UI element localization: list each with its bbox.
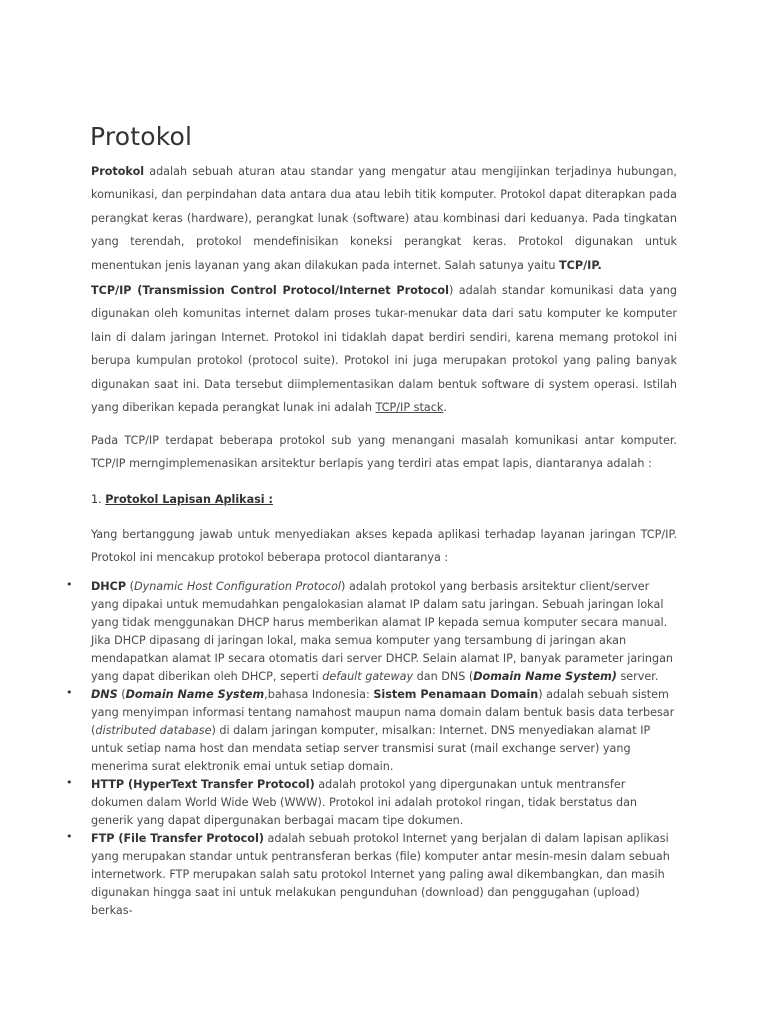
term-dhcp-expansion: Dynamic Host Configuration Protocol (133, 580, 342, 593)
bullet-icon: • (66, 578, 73, 591)
term-sistem-penamaan-domain: Sistem Penamaan Domain (373, 688, 539, 701)
link-tcpip-stack[interactable]: TCP/IP stack (375, 401, 444, 415)
list-item-text (91, 830, 678, 920)
term-http: HTTP (HyperText Transfer Protocol) (91, 778, 315, 791)
section-number: 1. (91, 493, 106, 506)
text-fragment: adalah protokol yang dipergunakan untuk mentransfer dokumen dalam World Wide Web (WWW). Protokol ini adalah protokol ringan, tidak berstatus dan generik yang dapat dipergunakan berbagai macam tipe dokumen. (91, 778, 638, 827)
paragraph-protokol-definition (91, 160, 677, 277)
term-ftp: FTP (File Transfer Protocol) (91, 832, 264, 845)
text-fragment: ,bahasa Indonesia: (264, 688, 374, 701)
list-item-ftp (66, 830, 678, 920)
text-fragment: ) di dalam jaringan komputer, misalkan: Internet. DNS menyediakan alamat IP untuk setiap nama host dan mendata setiap server transmisi surat (mail exchange server) yang menerima surat elektronik emai untuk setiap domain. (91, 724, 651, 773)
section-heading-label[interactable]: Protokol Lapisan Aplikasi : (105, 493, 274, 506)
term-dhcp: DHCP (91, 580, 127, 593)
term-domain-name-system: Domain Name System (125, 688, 265, 701)
term-tcpip-full: TCP/IP (Transmission Control Protocol/Internet Protocol (91, 284, 449, 297)
text-fragment: ( (117, 688, 126, 701)
text-fragment: server. (616, 670, 659, 683)
list-item-text (91, 578, 678, 686)
term-distributed-database: distributed database (95, 724, 212, 737)
paragraph-tcpip-definition (91, 279, 677, 419)
section-heading (91, 491, 273, 509)
term-dns: DNS (91, 688, 118, 701)
term-protokol: Protokol (91, 165, 145, 178)
paragraph-text: ) adalah standar komunikasi data yang digunakan oleh komunitas internet dalam proses tukar-menukar data dari satu komputer ke komputer lain di dalam jaringan Internet. Protokol ini tidaklah dapat berdiri sendiri, karena memang protokol ini berupa kumpulan protokol (protocol suite). Protokol ini juga merupakan protokol yang paling banyak digunakan saat ini. Data tersebut diimplementasikan dalam bentuk software di system operasi. Istilah yang diberikan kepada perangkat lunak ini adalah (91, 284, 677, 415)
term-default-gateway: default gateway (322, 670, 414, 683)
text-fragment: dan DNS ( (413, 670, 474, 683)
bullet-icon: • (66, 686, 73, 699)
list-item-dhcp (66, 578, 678, 686)
paragraph-end: . (443, 401, 447, 415)
text-fragment: ) adalah protokol yang berbasis arsitektur client/server yang dipakai untuk memudahkan pengalokasian alamat IP dalam satu jaringan. Sebuah jaringan lokal yang tidak menggunakan DHCP harus memberikan alamat IP kepada semua komputer secara manual. Jika DHCP dipasang di jaringan lokal, maka semua komputer yang tersambung di jaringan akan mendapatkan alamat IP secara otomatis dari server DHCP. Selain alamat IP, banyak parameter jaringan yang dapat diberikan oleh DHCP, seperti (91, 580, 674, 683)
bullet-icon: • (66, 776, 73, 789)
protocol-list (66, 578, 678, 920)
text-fragment: adalah sebuah protokol Internet yang berjalan di dalam lapisan aplikasi yang merupakan standar untuk pentransferan berkas (file) komputer antar mesin-mesin dalam sebuah internetwork. FTP merupakan salah satu protokol Internet yang paling awal dikembangkan, dan masih digunakan hingga saat ini untuk melakukan pengunduhan (download) dan penggugahan (upload) berkas- (91, 832, 670, 917)
page-title: Protokol (90, 122, 193, 151)
list-item-text (91, 686, 678, 776)
term-tcpip: TCP/IP. (559, 258, 602, 272)
bullet-icon: • (66, 830, 73, 843)
list-item-text (91, 776, 678, 830)
list-item-dns (66, 686, 678, 776)
term-dns-expansion: Domain Name System) (473, 670, 617, 683)
text-fragment: ) adalah sebuah sistem yang menyimpan informasi tentang namahost maupun nama domain dalam bentuk basis data terbesar ( (91, 688, 675, 737)
paragraph-tcpip-layers: Pada TCP/IP terdapat beberapa protokol sub yang menangani masalah komunikasi antar komputer. TCP/IP merngimplemenasikan arsitektur berlapis yang terdiri atas empat lapis, diantaranya adalah : (91, 434, 677, 471)
text-fragment: ( (126, 580, 134, 593)
paragraph-application-layer: Yang bertanggung jawab untuk menyediakan akses kepada aplikasi terhadap layanan jaringan TCP/IP. Protokol ini mencakup protokol beberapa protocol diantaranya : (91, 528, 677, 565)
list-item-http (66, 776, 678, 830)
paragraph-text: adalah sebuah aturan atau standar yang mengatur atau mengijinkan terjadinya hubungan, komunikasi, dan perpindahan data antara dua atau lebih titik komputer. Protokol dapat diterapkan pada perangkat keras (hardware), perangkat lunak (software) atau kombinasi dari keduanya. Pada tingkatan yang terendah, protokol mendefinisikan koneksi perangkat keras. Protokol digunakan untuk menentukan jenis layanan yang akan dilakukan pada internet. Salah satunya yaitu (91, 165, 677, 272)
